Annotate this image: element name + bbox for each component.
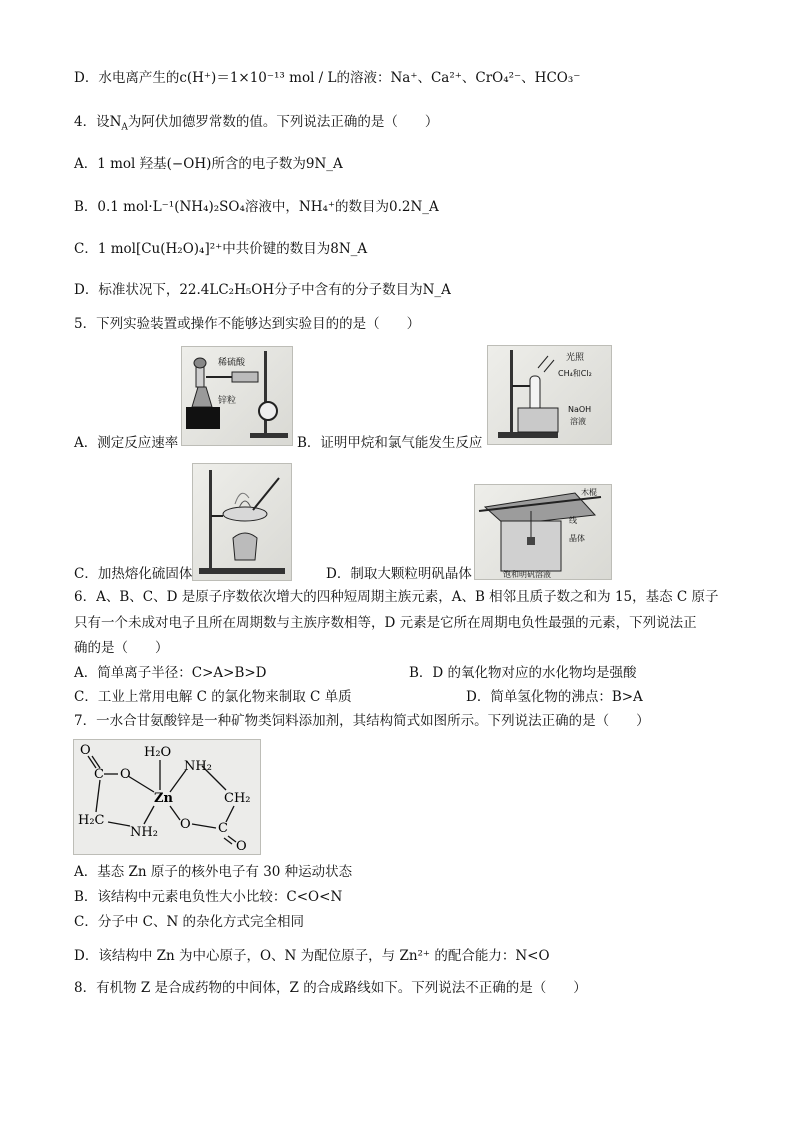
q5-figure-b [487, 345, 612, 445]
q4-stem-sub: A [121, 122, 128, 133]
label-crystal: 晶体 [569, 534, 585, 543]
label-o-carbonyl-left: O [80, 743, 91, 758]
heating-sulfur-drawing [193, 464, 291, 580]
q4-option-c: C．1 mol[Cu(H₂O)₄]²⁺中共价键的数目为8N_A [74, 241, 368, 257]
label-h2c-left: H₂C [78, 813, 105, 828]
q7-option-b: B．该结构中元素电负性大小比较：C<O<N [74, 889, 343, 905]
q4-stem-text: 4．设N [74, 114, 122, 130]
q4-option-d: D．标准状况下，22.4LC₂H₅OH分子中含有的分子数目为N_A [74, 282, 451, 298]
label-o-right: O [180, 817, 191, 832]
rate-apparatus-drawing [182, 347, 292, 445]
q5-figure-d [474, 484, 612, 580]
q5-option-c: C．加热熔化硫固体 [74, 566, 193, 582]
label-solution: 溶液 [570, 417, 586, 426]
q7-option-a: A．基态 Zn 原子的核外电子有 30 种运动状态 [74, 864, 353, 880]
q5-option-b: B．证明甲烷和氯气能发生反应 [297, 435, 483, 451]
label-c-right: C [218, 821, 228, 836]
q4-stem [74, 112, 438, 138]
glycine-zinc-structure [74, 740, 260, 854]
q5-option-d: D．制取大颗粒明矾晶体 [326, 566, 472, 582]
label-ch2-right: CH₂ [224, 791, 251, 806]
label-o-carbonyl-right: O [236, 839, 247, 854]
q7-option-c: C．分子中 C、N 的杂化方式完全相同 [74, 914, 305, 930]
methane-chlorine-drawing [488, 346, 611, 444]
q7-stem: 7．一水合甘氨酸锌是一种矿物类饲料添加剂，其结构简式如图所示。下列说法正确的是（ ） [74, 713, 650, 729]
q5-figure-a [181, 346, 293, 446]
alum-crystal-drawing [475, 485, 611, 579]
q6-option-b: B．D 的氧化物对应的水化物均是强酸 [409, 665, 637, 681]
q6-option-c: C．工业上常用电解 C 的氯化物来制取 C 单质 [74, 689, 352, 705]
label-wooden-stick: 木棍 [581, 488, 597, 497]
label-thread: 线 [569, 516, 577, 525]
label-h2o: H₂O [144, 745, 172, 760]
q6-stem-line3: 确的是（ ） [74, 640, 169, 656]
label-zn: Zn [154, 791, 173, 806]
q8-stem: 8．有机物 Z 是合成药物的中间体，Z 的合成路线如下。下列说法不正确的是（ ） [74, 980, 587, 996]
q7-structure-figure [73, 739, 261, 855]
q6-option-a: A．简单离子半径：C>A>B>D [74, 665, 267, 681]
label-nh2-bottom: NH₂ [130, 825, 158, 840]
q6-option-d: D．简单氢化物的沸点：B>A [466, 689, 643, 705]
label-c-left: C [94, 767, 104, 782]
q4-stem-rest: 为阿伏加德罗常数的值。下列说法正确的是（ ） [127, 114, 439, 130]
q7-option-d: D．该结构中 Zn 为中心原子，O、N 为配位原子，与 Zn²⁺ 的配合能力：N<O [74, 948, 550, 964]
label-naoh: NaOH [568, 405, 592, 414]
label-dilute-acid: 稀硫酸 [218, 358, 246, 368]
q4-option-a: A．1 mol 羟基(−OH)所含的电子数为9N_A [74, 156, 343, 172]
label-light: 光照 [566, 353, 585, 363]
label-o-left: O [120, 767, 131, 782]
q6-stem-line2: 只有一个未成对电子且所在周期数与主族序数相等，D 元素是它所在周期电负性最强的元素，下列说法正 [74, 615, 697, 631]
q5-stem: 5．下列实验装置或操作不能够达到实验目的的是（ ） [74, 316, 421, 332]
q5-option-a: A．测定反应速率 [74, 435, 179, 451]
q5-figure-c [192, 463, 292, 581]
label-nh2-top: NH₂ [184, 759, 212, 774]
label-ch4-cl2: CH₄和Cl₂ [558, 369, 592, 378]
q6-stem-line1: 6．A、B、C、D 是原子序数依次增大的四种短周期主族元素，A、B 相邻且质子数之和为 15，基态 C 原子 [74, 589, 719, 605]
q4-option-b: B．0.1 mol·L⁻¹(NH₄)₂SO₄溶液中，NH₄⁺的数目为0.2N_A [74, 199, 439, 215]
q3-option-d: D．水电离产生的c(H⁺)＝1×10⁻¹³ mol / L的溶液：Na⁺、Ca²⁺、CrO₄²⁻、HCO₃⁻ [74, 70, 581, 86]
label-zinc: 锌粒 [218, 396, 237, 406]
label-saturated-alum: 饱和明矾溶液 [503, 570, 551, 579]
